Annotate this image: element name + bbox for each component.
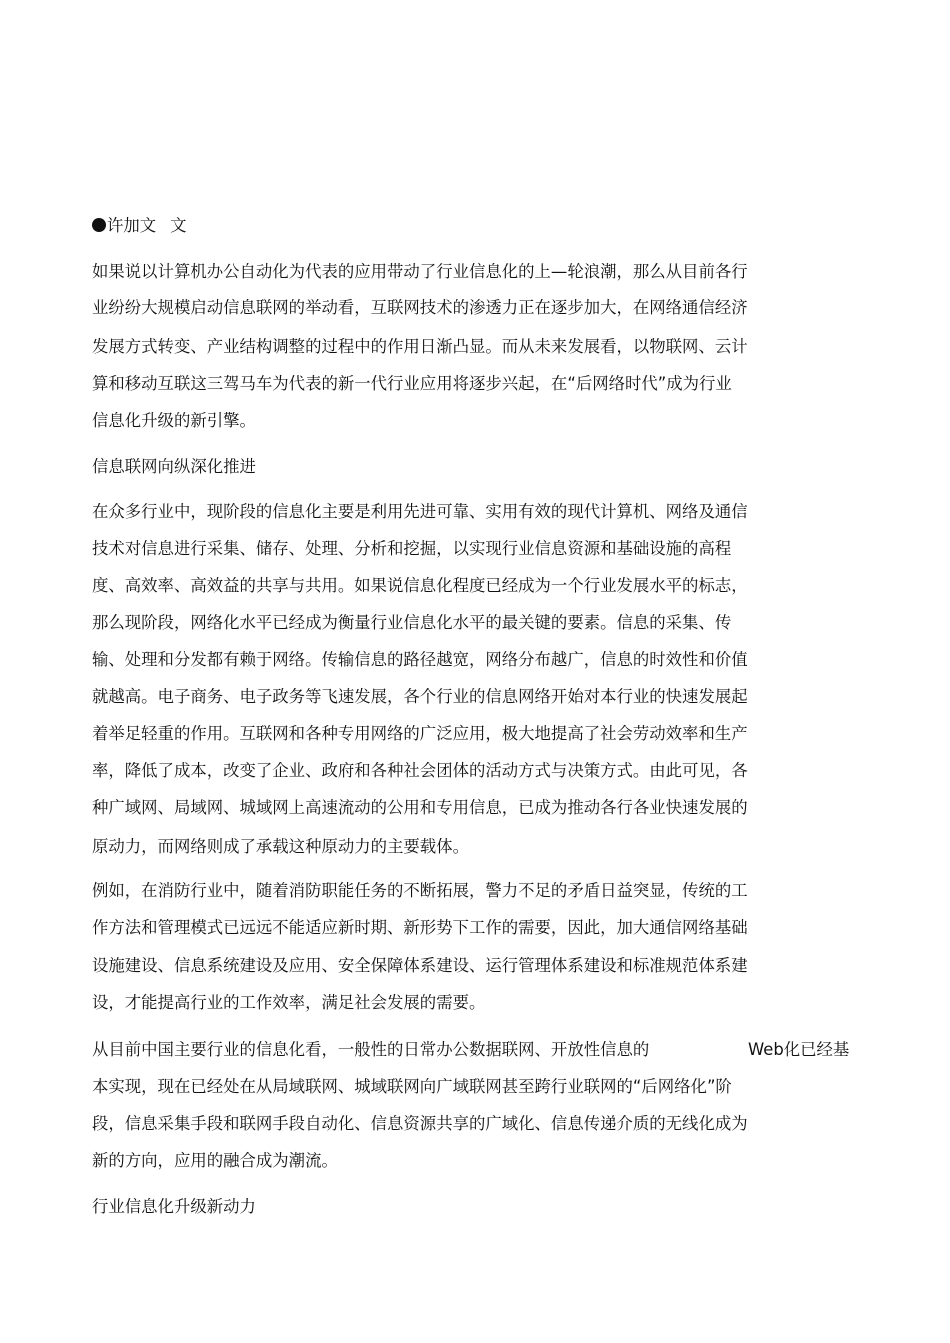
section-heading: 行业信息化升级新动力 <box>92 1197 256 1216</box>
paragraph-line: 原动力，而网络则成了承载这种原动力的主要载体。 <box>92 837 469 856</box>
paragraph-line: 段，信息采集手段和联网手段自动化、信息资源共享的广域化、信息传递介质的无线化成为 <box>92 1114 748 1133</box>
paragraph-line: 如果说以计算机办公自动化为代表的应用带动了行业信息化的上—轮浪潮，那么从目前各行 <box>92 262 748 281</box>
byline-suffix: 文 <box>170 216 187 235</box>
paragraph-line: 输、处理和分发都有赖于网络。传输信息的路径越宽，网络分布越广，信息的时效性和价值 <box>92 650 748 669</box>
paragraph-line: 发展方式转变、产业结构调整的过程中的作用日渐凸显。而从未来发展看，以物联网、云计 <box>92 337 748 356</box>
paragraph-line: 在众多行业中，现阶段的信息化主要是利用先进可靠、实用有效的现代计算机、网络及通信 <box>92 502 748 521</box>
bullet-icon <box>92 218 106 232</box>
paragraph-line: 着举足轻重的作用。互联网和各种专用网络的广泛应用，极大地提高了社会劳动效率和生产 <box>92 724 748 743</box>
paragraph-line: 技术对信息进行采集、储存、处理、分析和挖掘，以实现行业信息资源和基础设施的高程 <box>92 539 732 558</box>
paragraph-line: 那么现阶段，网络化水平已经成为衡量行业信息化水平的最关键的要素。信息的采集、传 <box>92 613 732 632</box>
paragraph-line: 种广域网、局域网、城域网上高速流动的公用和专用信息，已成为推动各行各业快速发展的 <box>92 798 748 817</box>
paragraph-line: 算和移动互联这三驾马车为代表的新一代行业应用将逐步兴起，在“后网络时代”成为行业 <box>92 374 732 393</box>
paragraph-line: 业纷纷大规模启动信息联网的举动看，互联网技术的渗透力正在逐步加大，在网络通信经济 <box>92 298 748 317</box>
byline-author: 许加文 <box>107 216 157 235</box>
paragraph-line: 率，降低了成本，改变了企业、政府和各种社会团体的活动方式与决策方式。由此可见，各 <box>92 761 748 780</box>
paragraph-line-tail: Web化已经基 <box>748 1040 850 1059</box>
paragraph-line: 信息化升级的新引擎。 <box>92 411 256 430</box>
paragraph-line: 设，才能提高行业的工作效率，满足社会发展的需要。 <box>92 993 486 1012</box>
section-heading: 信息联网向纵深化推进 <box>92 457 256 476</box>
paragraph-line: 新的方向，应用的融合成为潮流。 <box>92 1151 338 1170</box>
paragraph-line: 作方法和管理模式已远远不能适应新时期、新形势下工作的需要，因此，加大通信网络基础 <box>92 918 748 937</box>
paragraph-line: 设施建设、信息系统建设及应用、安全保障体系建设、运行管理体系建设和标准规范体系建 <box>92 956 748 975</box>
byline <box>92 215 187 237</box>
paragraph-line: 例如，在消防行业中，随着消防职能任务的不断拓展，警力不足的矛盾日益突显，传统的工 <box>92 881 748 900</box>
paragraph-line: 从目前中国主要行业的信息化看，一般性的日常办公数据联网、开放性信息的 <box>92 1040 650 1059</box>
paragraph-line: 本实现，现在已经处在从局域联网、城域联网向广域联网甚至跨行业联网的“后网络化”阶 <box>92 1077 732 1096</box>
paragraph-line: 度、高效率、高效益的共享与共用。如果说信息化程度已经成为一个行业发展水平的标志， <box>92 576 748 595</box>
paragraph-line: 就越高。电子商务、电子政务等飞速发展，各个行业的信息网络开始对本行业的快速发展起 <box>92 687 748 706</box>
